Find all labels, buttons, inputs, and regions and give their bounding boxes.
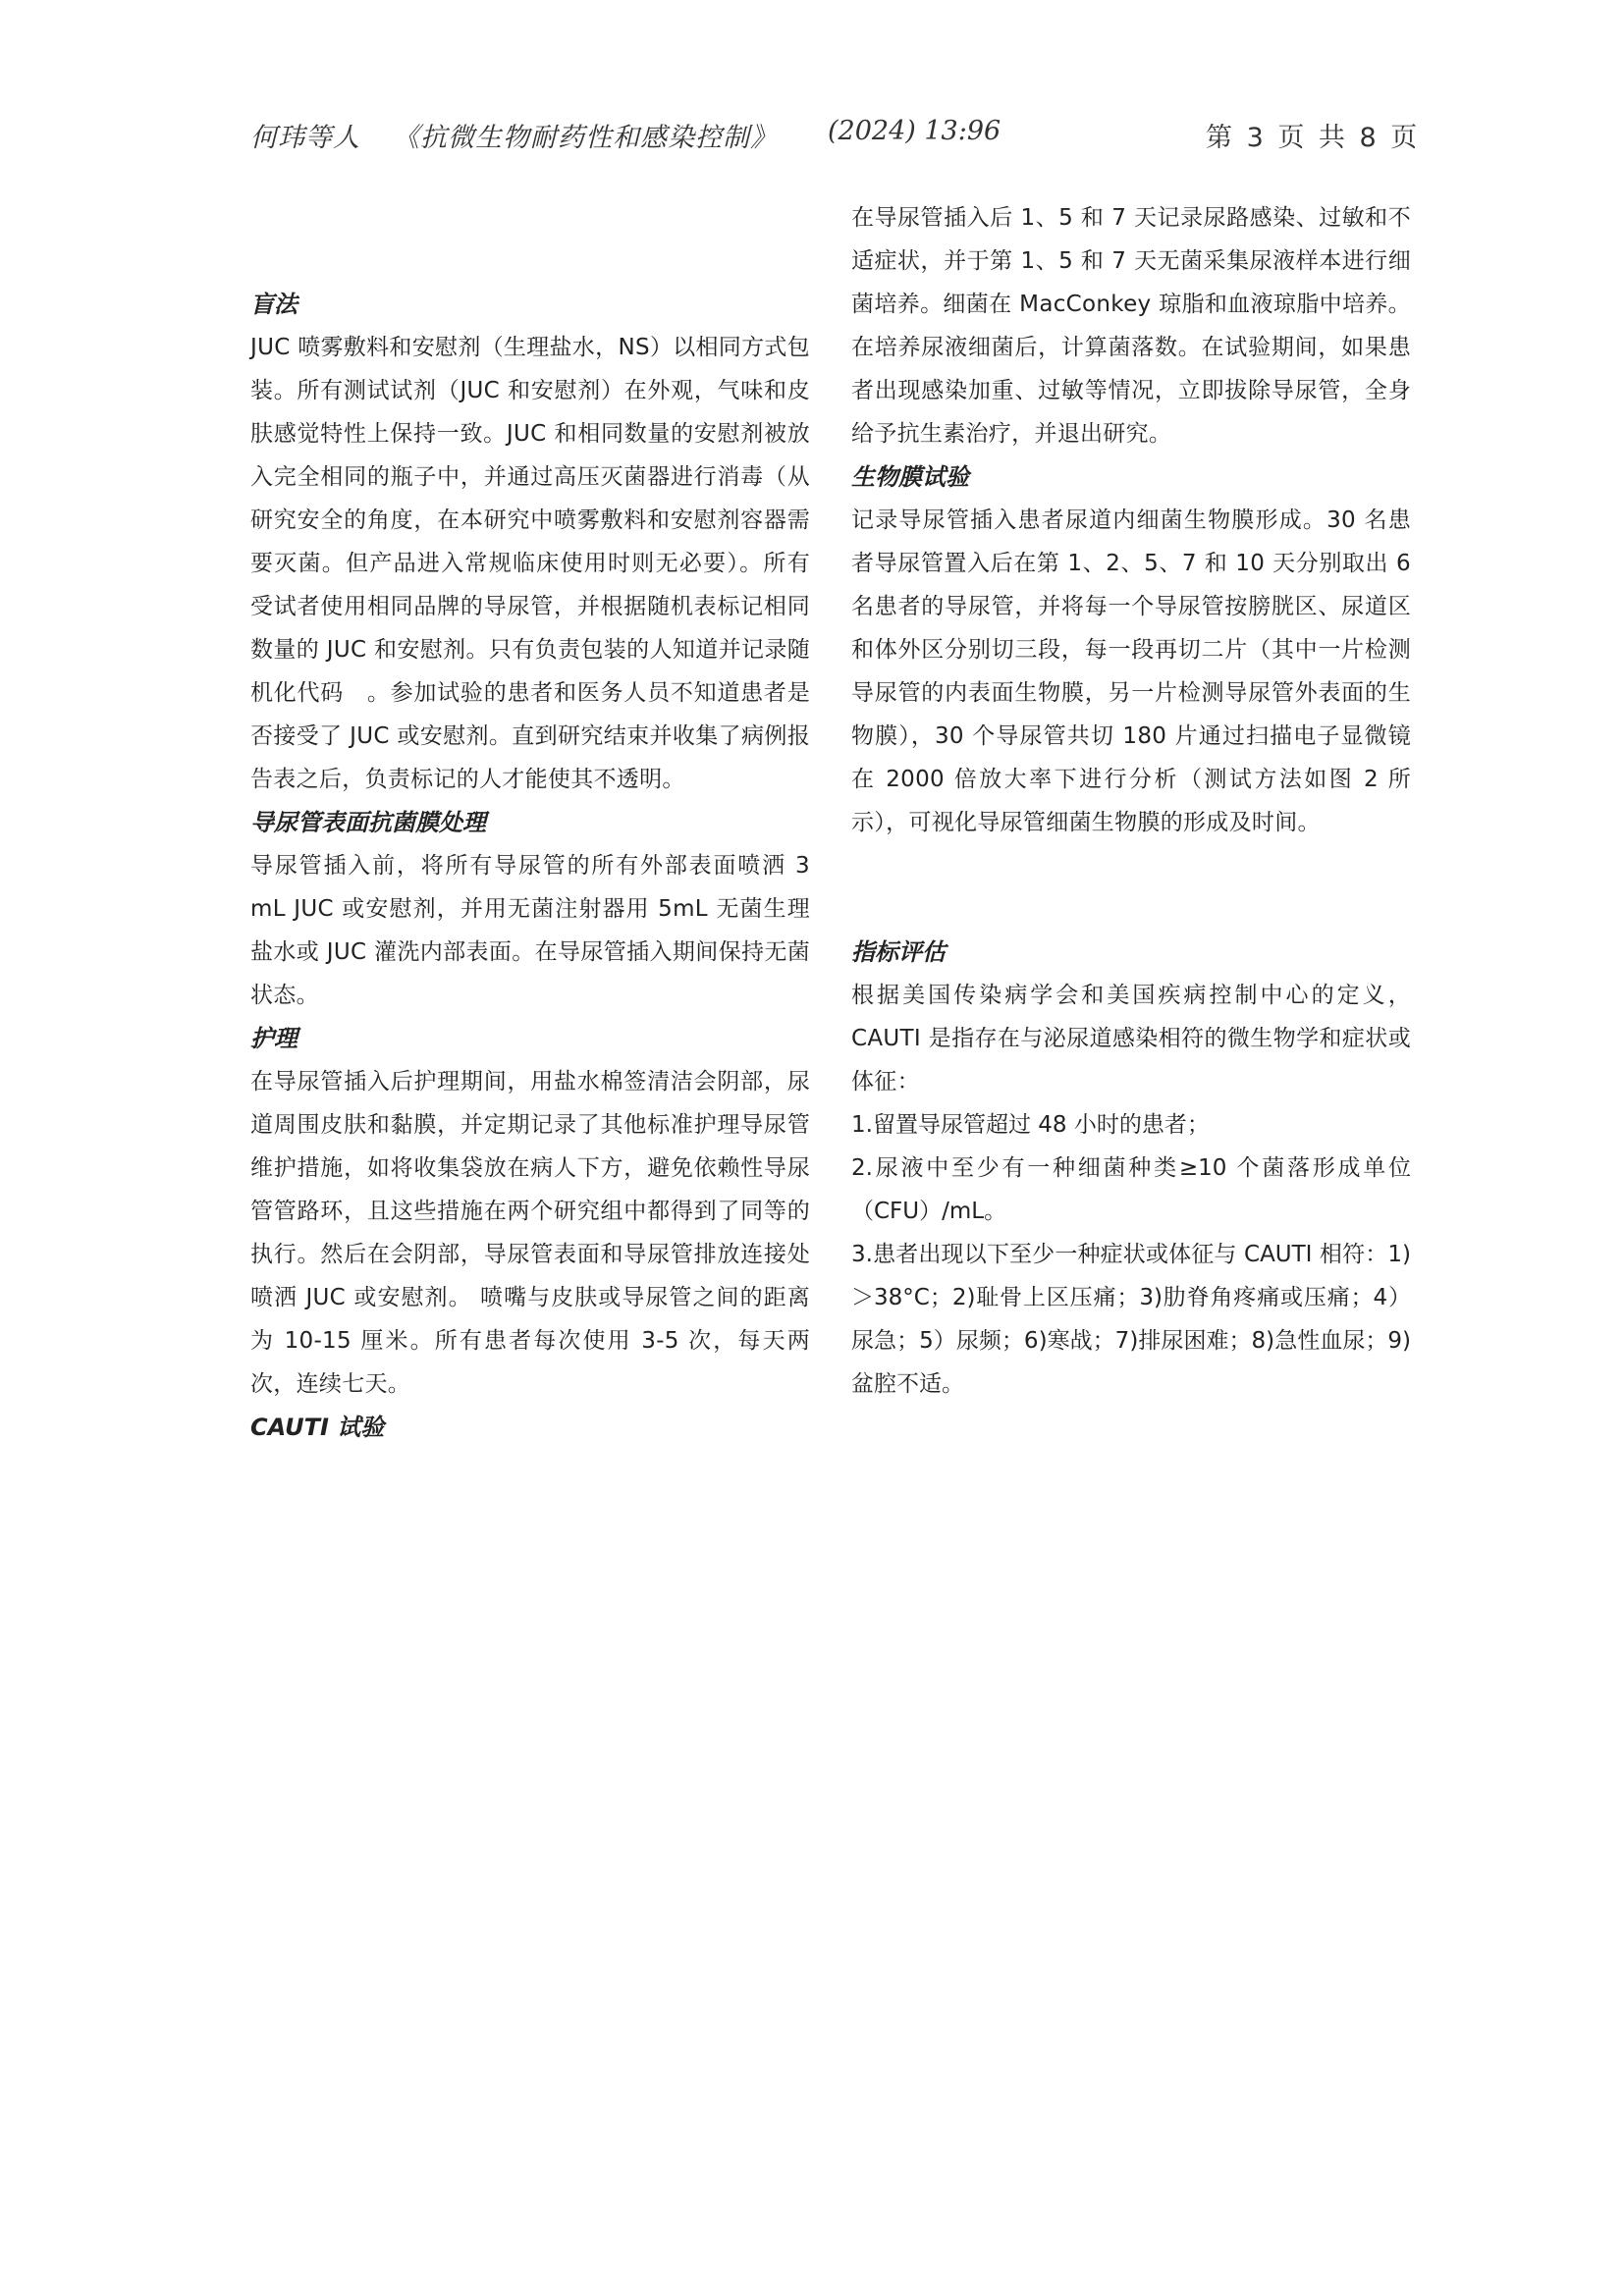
section-heading-evaluation: 指标评估: [851, 938, 946, 966]
criteria-item: 2.尿液中至少有一种细菌种类≥10 个菌落形成单位（CFU）/mL。: [851, 1155, 1411, 1224]
paragraph-cauti-test-continued: 在导尿管插入后 1、5 和 7 天记录尿路感染、过敏和不适症状，并于第 1、5 和 7 天无菌采集尿液样本进行细菌培养。细菌在 MacConkey 琼脂和血液琼脂中培养。在培养尿液细菌后，计算菌落数。在试验期间，如果患者出现感染加重、过敏等情况，立即拔除导尿管，全身给予抗生素治疗，并退出研究。: [851, 205, 1411, 447]
criteria-item: 1.留置导尿管超过 48 小时的患者；: [851, 1112, 1210, 1138]
paragraph-biofilm: 记录导尿管插入患者尿道内细菌生物膜形成。30 名患者导尿管置入后在第 1、2、5、7 和 10 天分别取出 6 名患者的导尿管，并将每一个导尿管按膀胱区、尿道区和体外区分别切三段，每一段再切二片（其中一片检测导尿管的内表面生物膜，另一片检测导尿管外表面的生物膜），30 个导尿管共切 180 片通过扫描电子显微镜在 2000 倍放大率下进行分析（测试方法如图 2 所示），可视化导尿管细菌生物膜的形成及时间。: [851, 507, 1411, 835]
section-heading-cauti-test: CAUTI 试验: [250, 1414, 385, 1441]
section-heading-blinding: 盲法: [250, 291, 298, 318]
section-heading-nursing: 护理: [250, 1025, 298, 1052]
header-journal-title: 《抗微生物耐药性和感染控制》: [393, 123, 778, 153]
paragraph-catheter-film: 导尿管插入前，将所有导尿管的所有外部表面喷洒 3 mL JUC 或安慰剂，并用无菌注射器用 5mL 无菌生理盐水或 JUC 灌洗内部表面。在导尿管插入期间保持无菌状态。: [250, 853, 810, 1008]
section-heading-catheter-film: 导尿管表面抗菌膜处理: [250, 809, 486, 836]
section-heading-biofilm: 生物膜试验: [851, 463, 969, 491]
header-year-volume: (2024) 13:96: [828, 116, 1001, 146]
header-authors: 何玮等人: [250, 123, 360, 153]
paragraph-evaluation-intro: 根据美国传染病学会和美国疾病控制中心的定义，CAUTI 是指存在与泌尿道感染相符的微生物学和症状或体征：: [851, 983, 1411, 1095]
criteria-item: 3.患者出现以下至少一种症状或体征与 CAUTI 相符：1)＞38°C；2)耻骨上区压痛；3)肋脊角疼痛或压痛；4）尿急；5）尿频；6)寒战；7)排尿困难；8)急性血尿；9)盆腔不适。: [851, 1242, 1411, 1397]
paragraph-nursing: 在导尿管插入后护理期间，用盐水棉签清洁会阴部，尿道周围皮肤和黏膜，并定期记录了其他标准护理导尿管维护措施，如将收集袋放在病人下方，避免依赖性导尿管管路环，且这些措施在两个研究组中都得到了同等的执行。然后在会阴部，导尿管表面和导尿管排放连接处喷洒 JUC 或安慰剂。 喷嘴与皮肤或导尿管之间的距离为 10-15 厘米。所有患者每次使用 3-5 次，每天两次，连续七天。: [250, 1069, 810, 1397]
header-page-number: 第 3 页 共 8 页: [1206, 123, 1421, 153]
paragraph-blinding: JUC 喷雾敷料和安慰剂（生理盐水，NS）以相同方式包装。所有测试试剂（JUC 和安慰剂）在外观，气味和皮肤感觉特性上保持一致。JUC 和相同数量的安慰剂被放入完全相同的瓶子中，并通过高压灭菌器进行消毒（从研究安全的角度，在本研究中喷雾敷料和安慰剂容器需要灭菌。但产品进入常规临床使用时则无必要）。所有受试者使用相同品牌的导尿管，并根据随机表标记相同数量的 JUC 和安慰剂。只有负责包装的人知道并记录随机化代码 。参加试验的患者和医务人员不知道患者是否接受了 JUC 或安慰剂。直到研究结束并收集了病例报告表之后，负责标记的人才能使其不透明。: [250, 335, 810, 792]
left-column: [250, 196, 810, 1449]
right-column: [851, 196, 1411, 1406]
